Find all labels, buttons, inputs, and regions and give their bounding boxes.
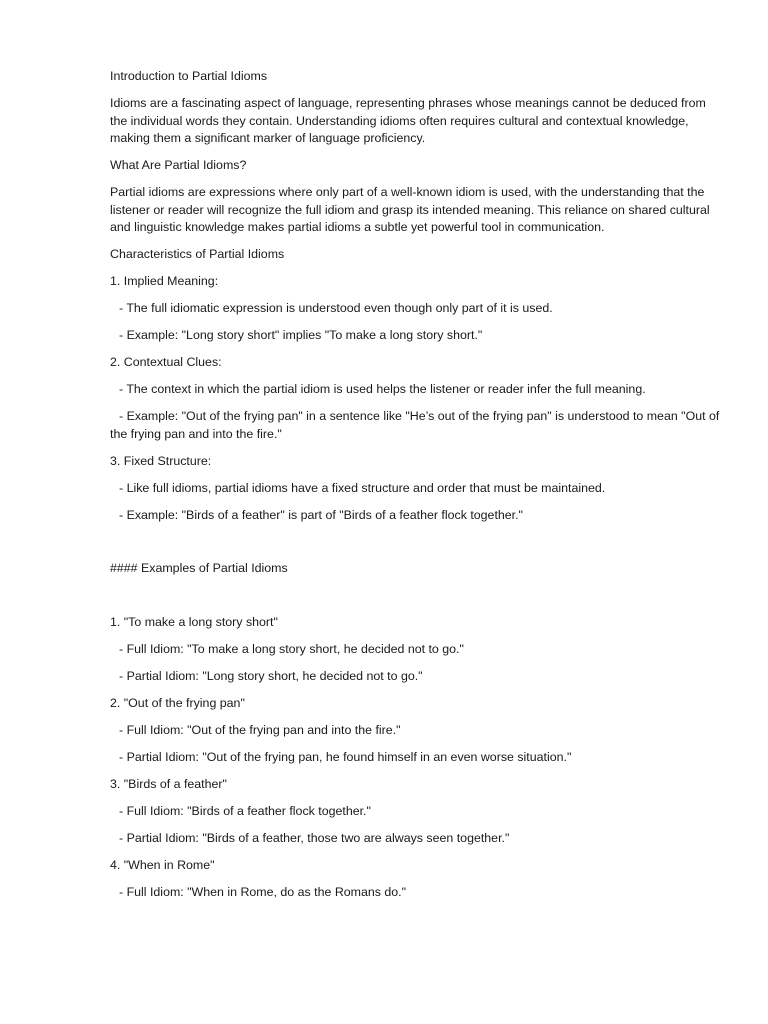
- example-partial-idiom: - Partial Idiom: "Long story short, he decided not to go.": [119, 668, 423, 683]
- intro-heading: Introduction to Partial Idioms: [110, 69, 268, 83]
- characteristics-heading: Characteristics of Partial Idioms: [110, 247, 285, 262]
- example-title: 4. "When in Rome": [110, 857, 215, 872]
- document-page: [110, 68, 720, 911]
- example-partial-idiom: - Partial Idiom: "Out of the frying pan, he found himself in an even worse situation.": [119, 749, 572, 764]
- characteristic-example: - Example: "Birds of a feather" is part of "Birds of a feather flock together.": [119, 507, 523, 522]
- characteristic-title: 3. Fixed Structure:: [110, 453, 212, 468]
- examples-heading: #### Examples of Partial Idioms: [110, 561, 288, 576]
- example-title: 1. "To make a long story short": [110, 614, 278, 629]
- characteristic-example: - Example: "Long story short" implies "To make a long story short.": [119, 328, 483, 343]
- characteristic-example: - Example: "Out of the frying pan" in a sentence like "He’s out of the frying pan" is understood to mean "Out of the frying pan and into the fire.": [110, 409, 720, 441]
- example-full-idiom: - Full Idiom: "When in Rome, do as the Romans do.": [119, 884, 407, 899]
- characteristic-title: 1. Implied Meaning:: [110, 274, 219, 289]
- characteristic-detail: - The full idiomatic expression is understood even though only part of it is used.: [119, 301, 553, 316]
- what-heading: What Are Partial Idioms?: [110, 158, 247, 173]
- characteristic-detail: - Like full idioms, partial idioms have a fixed structure and order that must be maintained.: [119, 480, 606, 495]
- example-title: 3. "Birds of a feather": [110, 776, 227, 791]
- example-full-idiom: - Full Idiom: "Out of the frying pan and into the fire.": [119, 722, 401, 737]
- example-full-idiom: - Full Idiom: "Birds of a feather flock together.": [119, 803, 371, 818]
- characteristic-title: 2. Contextual Clues:: [110, 355, 222, 370]
- example-partial-idiom: - Partial Idiom: "Birds of a feather, those two are always seen together.": [119, 830, 510, 845]
- example-full-idiom: - Full Idiom: "To make a long story short, he decided not to go.": [119, 641, 464, 656]
- intro-paragraph: Idioms are a fascinating aspect of language, representing phrases whose meanings cannot be deduced from the individual words they contain. Understanding idioms often requires cultural and contextual knowledge, making them a significant marker of language proficiency.: [110, 95, 706, 146]
- example-title: 2. "Out of the frying pan": [110, 695, 245, 710]
- characteristic-detail: - The context in which the partial idiom is used helps the listener or reader infer the full meaning.: [119, 382, 646, 397]
- what-paragraph: Partial idioms are expressions where only part of a well-known idiom is used, with the understanding that the listener or reader will recognize the full idiom and grasp its intended meaning. This reliance on shared cultural and linguistic knowledge makes partial idioms a subtle yet powerful tool in communication.: [110, 185, 710, 235]
